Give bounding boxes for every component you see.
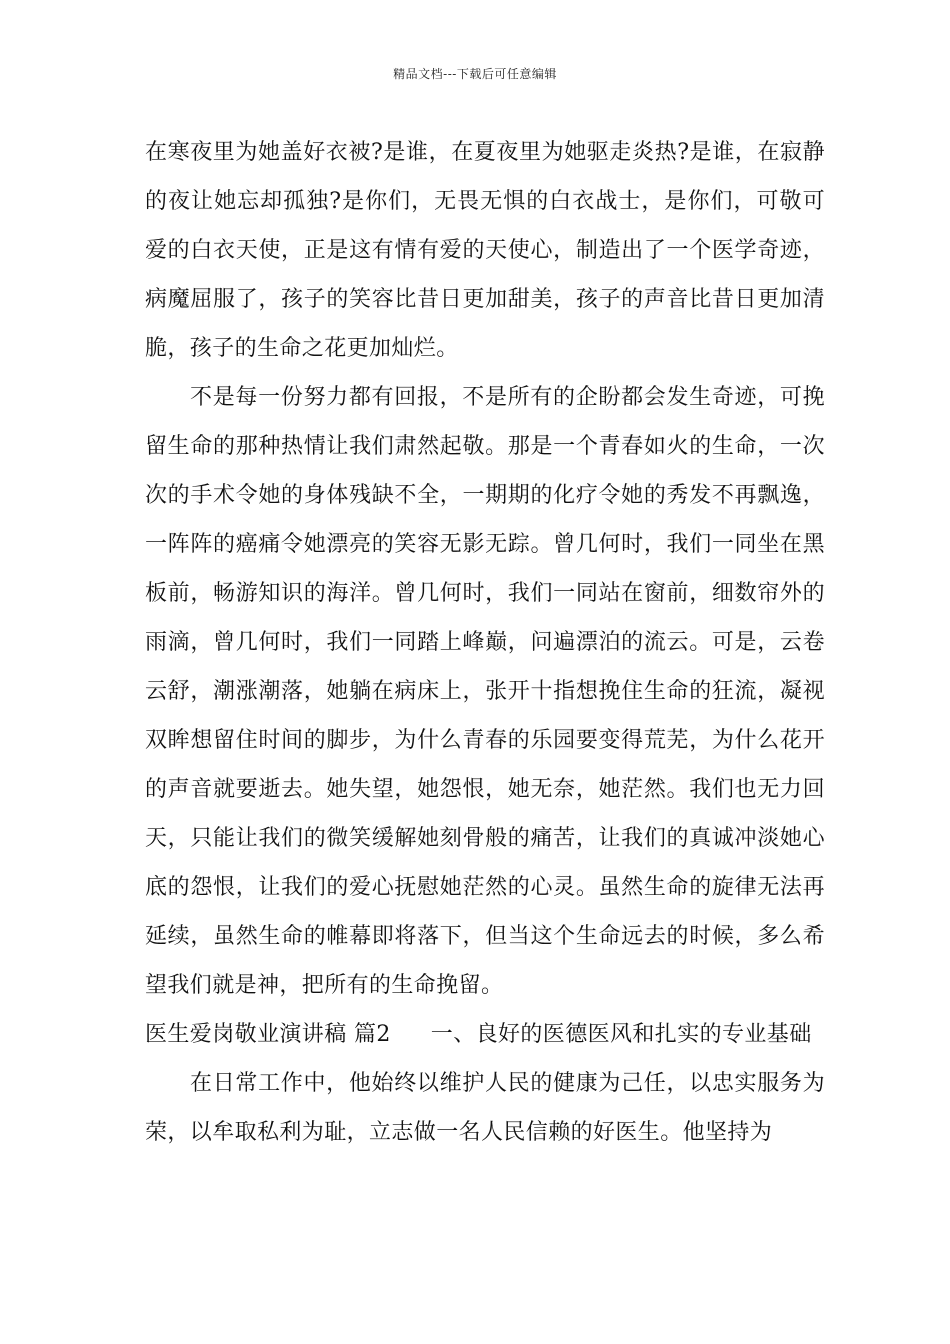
paragraph-continued: 在寒夜里为她盖好衣被?是谁，在夏夜里为她驱走炎热?是谁，在寂静的夜让她忘却孤独?是你们，无畏无惧的白衣战士，是你们，可敬可爱的白衣天使，正是这有情有爱的天使心，制造出了一个医学奇迹，病魔屈服了，孩子的笑容比昔日更加甜美，孩子的声音比昔日更加清脆，孩子的生命之花更加灿烂。 [145, 140, 825, 361]
document-body [145, 128, 825, 1157]
paragraph: 不是每一份努力都有回报，不是所有的企盼都会发生奇迹，可挽留生命的那种热情让我们肃然起敬。那是一个青春如火的生命，一次次的手术令她的身体残缺不全，一期期的化疗令她的秀发不再飘逸，一阵阵的癌痛令她漂亮的笑容无影无踪。曾几何时，我们一同坐在黑板前，畅游知识的海洋。曾几何时，我们一同站在窗前，细数帘外的雨滴，曾几何时，我们一同踏上峰巅，问遍漂泊的流云。可是，云卷云舒，潮涨潮落，她躺在病床上，张开十指想挽住生命的狂流，凝视双眸想留住时间的脚步，为什么青春的乐园要变得荒芜，为什么花开的声音就要逝去。她失望，她怨恨，她无奈，她茫然。我们也无力回天，只能让我们的微笑缓解她刻骨般的痛苦，让我们的真诚冲淡她心底的怨恨，让我们的爱心抚慰她茫然的心灵。虽然生命的旋律无法再延续，虽然生命的帷幕即将落下，但当这个生命远去的时候，多么希望我们就是神，把所有的生命挽留。 [145, 385, 825, 998]
section-title: 医生爱岗敬业演讲稿 篇2 [145, 1022, 391, 1047]
section-heading [145, 1010, 825, 1059]
paragraph: 在日常工作中，他始终以维护人民的健康为己任，以忠实服务为荣，以牟取私利为耻，立志做一名人民信赖的好医生。他坚持为 [145, 1071, 825, 1145]
page-header: 精品文档---下载后可任意编辑 [393, 67, 557, 81]
section-subtitle: 一、良好的医德医风和扎实的专业基础 [430, 1022, 812, 1047]
